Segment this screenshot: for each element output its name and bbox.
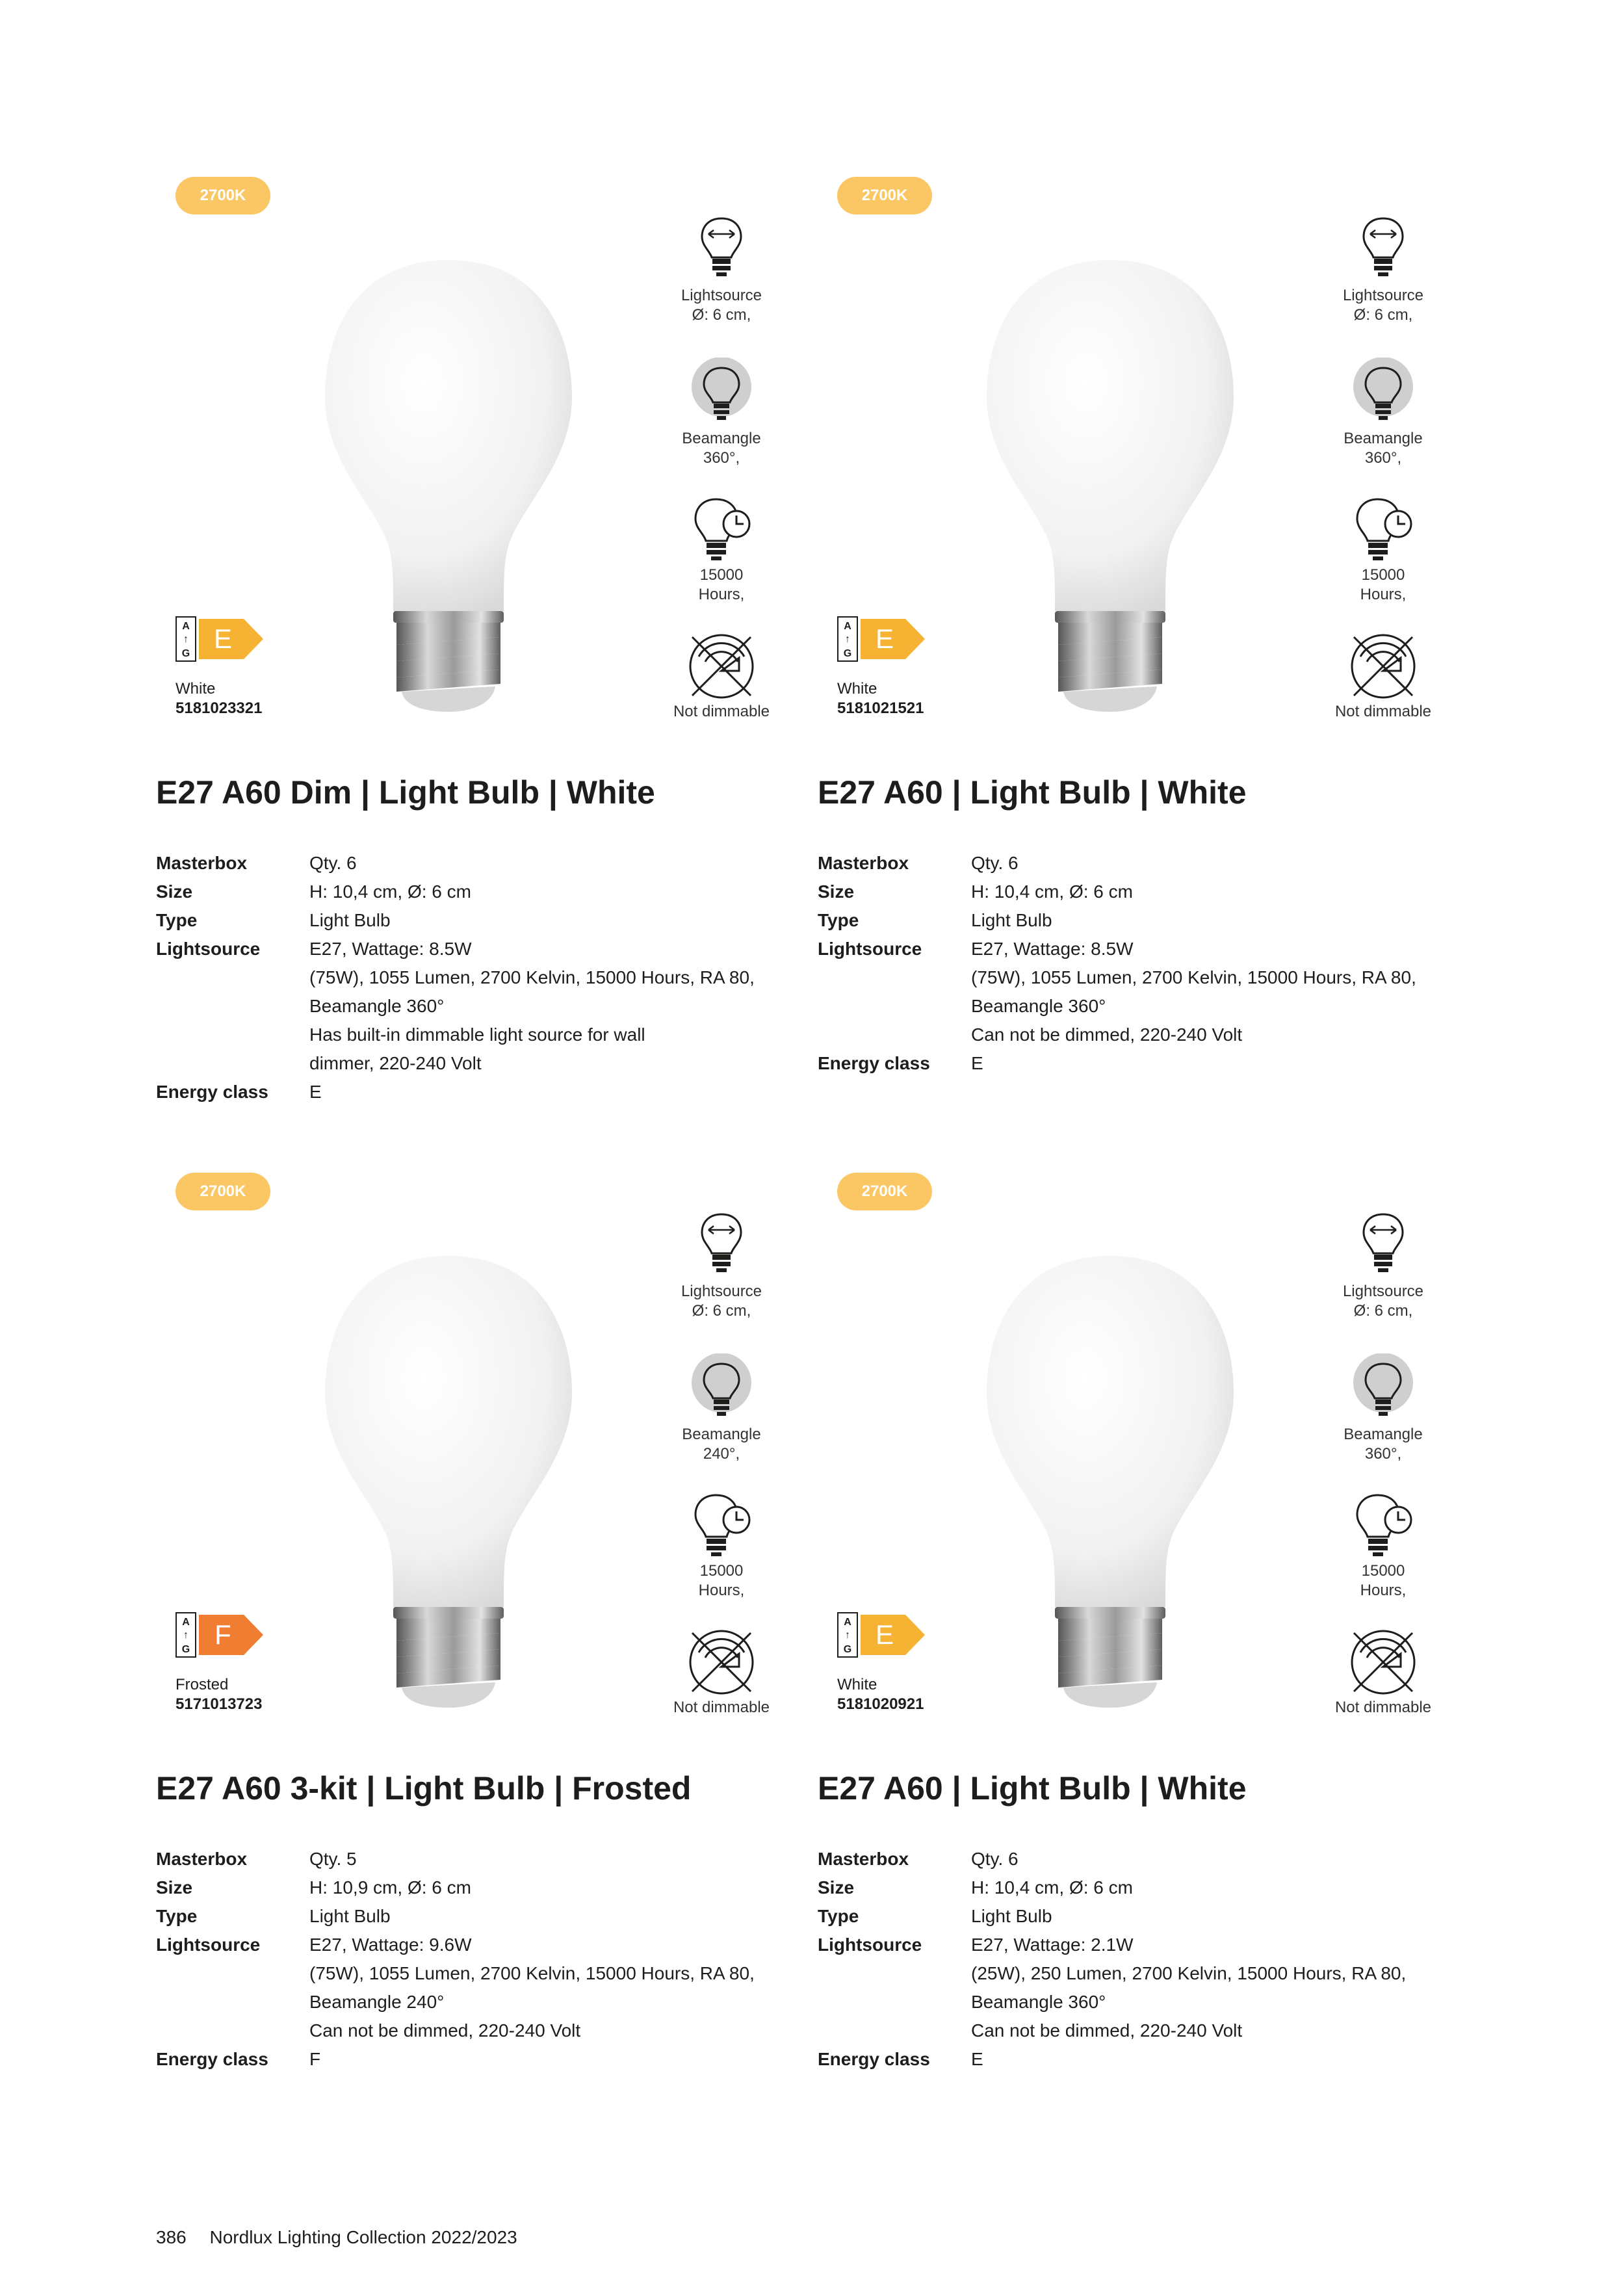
spec-row [818, 1959, 1468, 1988]
page-number: 386 [156, 2227, 187, 2247]
spec-row [818, 878, 1468, 906]
icon-label: Beamangle [682, 430, 761, 447]
icon-label: Lightsource [681, 287, 762, 304]
icon-label: 240°, [703, 1445, 740, 1463]
spec-row [156, 906, 806, 935]
energy-class-letter: E [875, 1619, 894, 1650]
spec-row [156, 2016, 806, 2045]
spec-value: Beamangle 360° [971, 1992, 1106, 2012]
catalog-title: Nordlux Lighting Collection 2022/2023 [209, 2227, 517, 2247]
spec-value: Qty. 5 [309, 1849, 357, 1869]
spec-label: Energy class [818, 2049, 930, 2069]
product-slot-4 [818, 1165, 1468, 2140]
svg-text:↑: ↑ [183, 1630, 188, 1641]
not-dimmable [656, 1626, 786, 1717]
spec-row [818, 1049, 1468, 1078]
spec-row [156, 1845, 806, 1873]
light-bulb-image [948, 247, 1273, 728]
spec-value: E27, Wattage: 9.6W [309, 1935, 472, 1955]
spec-value: dimmer, 220-240 Volt [309, 1053, 482, 1073]
spec-label: Masterbox [156, 853, 248, 873]
spec-label: Energy class [818, 1053, 930, 1073]
product-title: E27 A60 | Light Bulb | White [818, 1770, 1247, 1807]
energy-label [175, 616, 266, 662]
spec-label [818, 963, 971, 992]
energy-label [837, 616, 928, 662]
lifetime-hours [1318, 494, 1448, 605]
energy-label [175, 1612, 266, 1658]
energy-class-letter: E [875, 623, 894, 654]
not-dimmable [656, 631, 786, 722]
beamangle-icon [1351, 1353, 1416, 1425]
not-dimmable-icon [686, 1626, 757, 1698]
spec-table [156, 849, 806, 1106]
page-footer [156, 2227, 536, 2248]
spec-value: Beamangle 360° [971, 996, 1106, 1016]
svg-text:↑: ↑ [845, 1630, 850, 1641]
light-bulb-image [948, 1243, 1273, 1724]
spec-label: Masterbox [818, 853, 909, 873]
lightsource-diameter-icon [699, 1210, 744, 1282]
light-bulb-image [286, 1243, 611, 1724]
energy-label [837, 1612, 928, 1658]
spec-row [156, 1021, 806, 1049]
spec-value: F [309, 2049, 321, 2069]
lightsource-diameter [1318, 215, 1448, 325]
spec-row [818, 1873, 1468, 1902]
energy-class-letter: F [214, 1619, 231, 1650]
spec-row [818, 963, 1468, 992]
spec-row [156, 1931, 806, 1959]
spec-value: E27, Wattage: 8.5W [309, 939, 472, 959]
beamangle [656, 1353, 786, 1464]
spec-row [818, 1021, 1468, 1049]
not-dimmable-icon [686, 631, 757, 702]
spec-label [818, 992, 971, 1021]
beamangle [1318, 1353, 1448, 1464]
spec-value: H: 10,4 cm, Ø: 6 cm [971, 1877, 1133, 1898]
spec-row [818, 2016, 1468, 2045]
spec-value: Light Bulb [971, 910, 1052, 930]
spec-label [818, 1959, 971, 1988]
spec-label: Energy class [156, 1082, 268, 1102]
lifetime-hours-icon [689, 494, 754, 566]
spec-value: Light Bulb [971, 1906, 1052, 1926]
not-dimmable-icon [1347, 631, 1419, 702]
svg-text:↑: ↑ [845, 634, 850, 645]
spec-label [156, 1049, 309, 1078]
spec-value: H: 10,9 cm, Ø: 6 cm [309, 1877, 471, 1898]
color-temperature-badge: 2700K [837, 1173, 932, 1210]
spec-value: Qty. 6 [971, 1849, 1019, 1869]
color-name: White [837, 1676, 877, 1693]
svg-text:A: A [182, 1617, 190, 1628]
spec-label: Size [156, 881, 193, 902]
beamangle [656, 358, 786, 468]
lightsource-diameter [1318, 1210, 1448, 1321]
svg-text:A: A [844, 621, 851, 632]
spec-label [156, 963, 309, 992]
spec-label [156, 1959, 309, 1988]
icon-label: Ø: 6 cm, [692, 306, 751, 324]
spec-value: E27, Wattage: 8.5W [971, 939, 1134, 959]
spec-label [818, 2016, 971, 2045]
icon-label: Beamangle [1344, 430, 1423, 447]
spec-label: Type [156, 1906, 198, 1926]
lightsource-diameter [656, 215, 786, 325]
color-name: White [175, 680, 216, 698]
icon-label: Hours, [1360, 586, 1407, 603]
lifetime-hours [656, 1490, 786, 1600]
spec-label: Type [818, 910, 859, 930]
spec-row [818, 2045, 1468, 2074]
spec-value: Can not be dimmed, 220-240 Volt [309, 2020, 581, 2041]
spec-row [818, 992, 1468, 1021]
spec-row [156, 878, 806, 906]
color-temperature-badge: 2700K [837, 177, 932, 215]
svg-text:G: G [181, 648, 190, 659]
icon-label: Not dimmable [1334, 703, 1432, 720]
icon-label: Lightsource [681, 1283, 762, 1300]
energy-class-letter: E [213, 623, 232, 654]
spec-value: Can not be dimmed, 220-240 Volt [971, 2020, 1243, 2041]
product-title: E27 A60 | Light Bulb | White [818, 774, 1247, 811]
beamangle [1318, 358, 1448, 468]
svg-text:G: G [843, 1644, 852, 1655]
spec-value: Has built-in dimmable light source for wall [309, 1024, 645, 1045]
spec-label: Masterbox [156, 1849, 248, 1869]
spec-row [156, 992, 806, 1021]
icon-label: 360°, [1364, 1445, 1402, 1463]
icon-label: 360°, [1364, 449, 1402, 467]
spec-label: Lightsource [156, 1935, 261, 1955]
not-dimmable-icon [1347, 1626, 1419, 1698]
lifetime-hours [656, 494, 786, 605]
spec-label: Lightsource [156, 939, 261, 959]
spec-row [156, 1049, 806, 1078]
spec-table [818, 1845, 1468, 2074]
spec-row [818, 849, 1468, 878]
spec-table [156, 1845, 806, 2074]
spec-table [818, 849, 1468, 1078]
spec-label [818, 1988, 971, 2016]
spec-row [818, 906, 1468, 935]
spec-label: Size [818, 1877, 855, 1898]
article-number: 5181021521 [837, 699, 924, 717]
product-slot-1 [156, 169, 806, 1144]
lifetime-hours [1318, 1490, 1448, 1600]
lightsource-diameter-icon [1360, 215, 1406, 286]
not-dimmable [1318, 1626, 1448, 1717]
spec-value: (75W), 1055 Lumen, 2700 Kelvin, 15000 Hours, RA 80, [309, 1963, 755, 1983]
spec-row [156, 1902, 806, 1931]
spec-label: Masterbox [818, 1849, 909, 1869]
product-slot-2 [818, 169, 1468, 1144]
spec-value: E [971, 1053, 983, 1073]
product-title: E27 A60 Dim | Light Bulb | White [156, 774, 655, 811]
spec-value: H: 10,4 cm, Ø: 6 cm [309, 881, 471, 902]
spec-label [156, 1988, 309, 2016]
spec-label: Lightsource [818, 939, 922, 959]
svg-text:G: G [843, 648, 852, 659]
icon-label: Lightsource [1342, 1283, 1424, 1300]
icon-label: Ø: 6 cm, [692, 1302, 751, 1320]
icon-label: Ø: 6 cm, [1353, 1302, 1413, 1320]
not-dimmable [1318, 631, 1448, 722]
spec-row [818, 1988, 1468, 2016]
spec-value: E27, Wattage: 2.1W [971, 1935, 1134, 1955]
spec-value: (25W), 250 Lumen, 2700 Kelvin, 15000 Hours, RA 80, [971, 1963, 1407, 1983]
bulb-image [286, 1243, 611, 1724]
spec-value: Light Bulb [309, 910, 391, 930]
lightsource-diameter [656, 1210, 786, 1321]
spec-value: H: 10,4 cm, Ø: 6 cm [971, 881, 1133, 902]
color-temperature-badge: 2700K [175, 1173, 270, 1210]
icon-label: Beamangle [1344, 1426, 1423, 1443]
lifetime-hours-icon [1351, 494, 1416, 566]
icon-label: Lightsource [1342, 287, 1424, 304]
spec-row [156, 849, 806, 878]
spec-label: Energy class [156, 2049, 268, 2069]
article-number: 5171013723 [175, 1695, 263, 1713]
spec-value: E [971, 2049, 983, 2069]
beamangle-icon [689, 358, 754, 429]
spec-label [156, 1021, 309, 1049]
article-number: 5181020921 [837, 1695, 924, 1713]
icon-label: 15000 [1361, 1562, 1405, 1580]
spec-value: Can not be dimmed, 220-240 Volt [971, 1024, 1243, 1045]
spec-label: Size [156, 1877, 193, 1898]
lifetime-hours-icon [1351, 1490, 1416, 1561]
lifetime-hours-icon [689, 1490, 754, 1561]
spec-row [156, 935, 806, 963]
beamangle-icon [1351, 358, 1416, 429]
icon-label: Hours, [698, 1582, 745, 1599]
color-name: White [837, 680, 877, 698]
light-bulb-image [286, 247, 611, 728]
spec-row [818, 1845, 1468, 1873]
spec-label [156, 992, 309, 1021]
spec-value: Light Bulb [309, 1906, 391, 1926]
spec-row [818, 1902, 1468, 1931]
icon-label: Beamangle [682, 1426, 761, 1443]
spec-value: (75W), 1055 Lumen, 2700 Kelvin, 15000 Hours, RA 80, [971, 967, 1416, 987]
icon-label: 15000 [699, 566, 744, 584]
spec-row [156, 1873, 806, 1902]
spec-value: Qty. 6 [971, 853, 1019, 873]
spec-row [818, 1931, 1468, 1959]
icon-label: 360°, [703, 449, 740, 467]
icon-label: Not dimmable [673, 703, 770, 720]
spec-label [818, 1021, 971, 1049]
spec-label: Type [156, 910, 198, 930]
bulb-image [948, 247, 1273, 728]
spec-row [156, 2045, 806, 2074]
lightsource-diameter-icon [699, 215, 744, 286]
spec-value: Beamangle 240° [309, 1992, 445, 2012]
spec-value: E [309, 1082, 322, 1102]
icon-label: 15000 [699, 1562, 744, 1580]
product-title: E27 A60 3-kit | Light Bulb | Frosted [156, 1770, 692, 1807]
spec-label: Lightsource [818, 1935, 922, 1955]
icon-label: Hours, [1360, 1582, 1407, 1599]
icon-label: Not dimmable [1334, 1699, 1432, 1716]
svg-text:A: A [182, 621, 190, 632]
spec-row [818, 935, 1468, 963]
svg-text:G: G [181, 1644, 190, 1655]
article-number: 5181023321 [175, 699, 263, 717]
beamangle-icon [689, 1353, 754, 1425]
spec-value: Beamangle 360° [309, 996, 445, 1016]
icon-label: 15000 [1361, 566, 1405, 584]
svg-text:↑: ↑ [183, 634, 188, 645]
spec-label [156, 2016, 309, 2045]
product-slot-3 [156, 1165, 806, 2140]
spec-label: Size [818, 881, 855, 902]
spec-row [156, 963, 806, 992]
icon-label: Hours, [698, 586, 745, 603]
spec-row [156, 1959, 806, 1988]
icon-label: Not dimmable [673, 1699, 770, 1716]
spec-label: Type [818, 1906, 859, 1926]
spec-row [156, 1988, 806, 2016]
spec-value: (75W), 1055 Lumen, 2700 Kelvin, 15000 Hours, RA 80, [309, 967, 755, 987]
icon-label: Ø: 6 cm, [1353, 306, 1413, 324]
spec-row [156, 1078, 806, 1106]
bulb-image [948, 1243, 1273, 1724]
spec-value: Qty. 6 [309, 853, 357, 873]
color-name: Frosted [175, 1676, 229, 1693]
lightsource-diameter-icon [1360, 1210, 1406, 1282]
color-temperature-badge: 2700K [175, 177, 270, 215]
bulb-image [286, 247, 611, 728]
svg-text:A: A [844, 1617, 851, 1628]
